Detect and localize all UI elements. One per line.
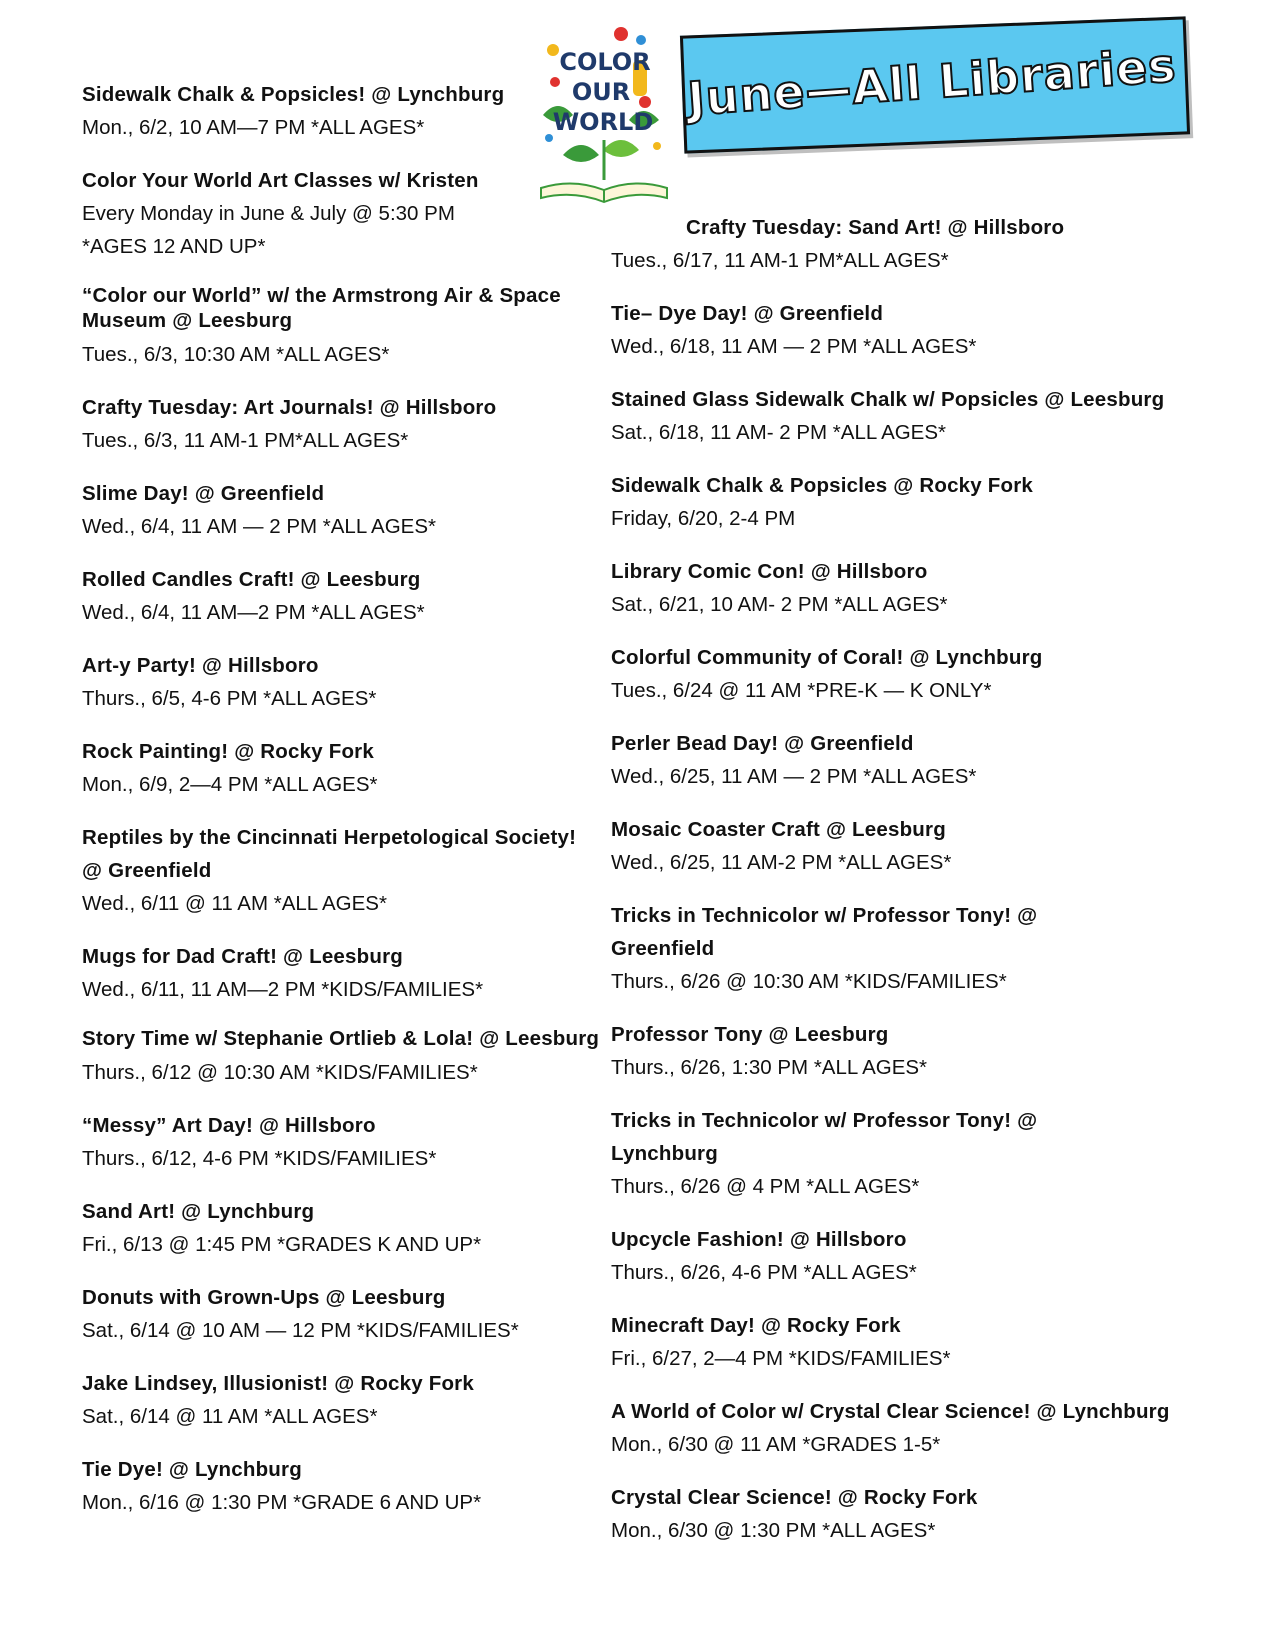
event-item [611, 1018, 1231, 1084]
event-details: Sat., 6/18, 11 AM- 2 PM *ALL AGES* [611, 421, 947, 444]
event-title: Library Comic Con! @ Hillsboro [611, 560, 928, 583]
event-details: Mon., 6/30 @ 11 AM *GRADES 1-5* [611, 1433, 941, 1456]
event-item [82, 1026, 602, 1089]
event-title: Stained Glass Sidewalk Chalk w/ Popsicles @ Leesburg [611, 388, 1165, 411]
event-details: Thurs., 6/26 @ 10:30 AM *KIDS/FAMILIES* [611, 970, 1007, 993]
month-banner [682, 26, 1188, 154]
event-details: Fri., 6/13 @ 1:45 PM *GRADES K AND UP* [82, 1233, 482, 1256]
event-details: Wed., 6/25, 11 AM — 2 PM *ALL AGES* [611, 765, 977, 788]
event-details: Sat., 6/14 @ 11 AM *ALL AGES* [82, 1405, 378, 1428]
event-details: Fri., 6/27, 2—4 PM *KIDS/FAMILIES* [611, 1347, 951, 1370]
event-details: Thurs., 6/26, 4-6 PM *ALL AGES* [611, 1261, 917, 1284]
event-title: “Messy” Art Day! @ Hillsboro [82, 1114, 376, 1137]
event-details: *AGES 12 AND UP* [82, 235, 266, 258]
event-details: Thurs., 6/26 @ 4 PM *ALL AGES* [611, 1175, 920, 1198]
event-title: Upcycle Fashion! @ Hillsboro [611, 1228, 907, 1251]
event-details: Friday, 6/20, 2-4 PM [611, 507, 796, 530]
event-title: Reptiles by the Cincinnati Herpetological Society! @ Greenfield [82, 826, 577, 882]
event-details: Wed., 6/11 @ 11 AM *ALL AGES* [82, 892, 387, 915]
event-item [82, 391, 602, 457]
banner-title: June—All Libraries [685, 37, 1179, 127]
event-item [611, 469, 1231, 535]
event-title: “Color our World” w/ the Armstrong Air & Space Museum @ Leesburg [82, 284, 561, 332]
event-details: Wed., 6/25, 11 AM-2 PM *ALL AGES* [611, 851, 952, 874]
event-details: Wed., 6/4, 11 AM — 2 PM *ALL AGES* [82, 515, 436, 538]
event-details: Mon., 6/30 @ 1:30 PM *ALL AGES* [611, 1519, 936, 1542]
event-details: Thurs., 6/26, 1:30 PM *ALL AGES* [611, 1056, 928, 1079]
event-item [82, 1281, 602, 1347]
event-item [611, 899, 1071, 998]
event-details: Thurs., 6/5, 4-6 PM *ALL AGES* [82, 687, 377, 710]
logo-line-2: OUR [571, 78, 631, 106]
event-title: Sidewalk Chalk & Popsicles @ Rocky Fork [611, 474, 1033, 497]
event-details: Tues., 6/3, 10:30 AM *ALL AGES* [82, 343, 390, 366]
event-details: Wed., 6/11, 11 AM—2 PM *KIDS/FAMILIES* [82, 978, 484, 1001]
event-title: Professor Tony @ Leesburg [611, 1023, 889, 1046]
event-title: Perler Bead Day! @ Greenfield [611, 732, 914, 755]
event-title: Mugs for Dad Craft! @ Leesburg [82, 945, 403, 968]
event-item [82, 649, 602, 715]
event-item [611, 813, 1231, 879]
event-details: Mon., 6/9, 2—4 PM *ALL AGES* [82, 773, 378, 796]
event-item [82, 735, 602, 801]
event-details: Wed., 6/18, 11 AM — 2 PM *ALL AGES* [611, 335, 977, 358]
event-item [611, 1104, 1071, 1203]
events-left-column [82, 78, 602, 1519]
event-title: Rock Painting! @ Rocky Fork [82, 740, 374, 763]
event-details: Mon., 6/2, 10 AM—7 PM *ALL AGES* [82, 116, 425, 139]
event-item [611, 383, 1231, 449]
event-title: Crafty Tuesday: Art Journals! @ Hillsboro [82, 396, 497, 419]
event-item [82, 1195, 602, 1261]
event-title: Tricks in Technicolor w/ Professor Tony! @ Greenfield [611, 904, 1038, 960]
logo-line-3: WORLD [552, 108, 654, 136]
event-details: Sat., 6/21, 10 AM- 2 PM *ALL AGES* [611, 593, 948, 616]
event-title: Color Your World Art Classes w/ Kristen [82, 169, 479, 192]
event-item [611, 1309, 1231, 1375]
event-title: Mosaic Coaster Craft @ Leesburg [611, 818, 946, 841]
event-title: Rolled Candles Craft! @ Leesburg [82, 568, 421, 591]
event-item [611, 555, 1231, 621]
event-item [82, 1453, 602, 1519]
event-details: Tues., 6/24 @ 11 AM *PRE-K — K ONLY* [611, 679, 992, 702]
event-item [82, 164, 602, 263]
event-item [611, 1395, 1231, 1461]
events-right-column [611, 211, 1231, 1547]
event-item [82, 821, 602, 920]
event-item [82, 477, 602, 543]
event-details: Wed., 6/4, 11 AM—2 PM *ALL AGES* [82, 601, 425, 624]
event-title: Sand Art! @ Lynchburg [82, 1200, 315, 1223]
event-title: Donuts with Grown-Ups @ Leesburg [82, 1286, 446, 1309]
event-details: Tues., 6/17, 11 AM-1 PM*ALL AGES* [611, 249, 949, 272]
event-item [82, 940, 602, 1006]
event-title: Story Time w/ Stephanie Ortlieb & Lola! @ Leesburg [82, 1027, 600, 1050]
event-title: Tie Dye! @ Lynchburg [82, 1458, 302, 1481]
event-item [82, 563, 602, 629]
event-title: Minecraft Day! @ Rocky Fork [611, 1314, 901, 1337]
event-item [611, 1223, 1231, 1289]
event-item [82, 78, 602, 144]
event-item [82, 1367, 602, 1433]
event-title: Sidewalk Chalk & Popsicles! @ Lynchburg [82, 83, 505, 106]
event-title: Art-y Party! @ Hillsboro [82, 654, 319, 677]
event-title: Colorful Community of Coral! @ Lynchburg [611, 646, 1043, 669]
event-details: Thurs., 6/12, 4-6 PM *KIDS/FAMILIES* [82, 1147, 437, 1170]
event-title: Jake Lindsey, Illusionist! @ Rocky Fork [82, 1372, 474, 1395]
event-title: Crystal Clear Science! @ Rocky Fork [611, 1486, 978, 1509]
event-title: A World of Color w/ Crystal Clear Science! @ Lynchburg [611, 1400, 1170, 1423]
event-item [611, 727, 1231, 793]
event-item [82, 1109, 602, 1175]
event-title: Tricks in Technicolor w/ Professor Tony! @ Lynchburg [611, 1109, 1038, 1165]
event-title: Crafty Tuesday: Sand Art! @ Hillsboro [686, 216, 1065, 239]
event-details: Sat., 6/14 @ 10 AM — 12 PM *KIDS/FAMILIES* [82, 1319, 519, 1342]
event-title: Tie– Dye Day! @ Greenfield [611, 302, 884, 325]
event-item [611, 297, 1231, 363]
event-details: Every Monday in June & July @ 5:30 PM [82, 202, 455, 225]
event-item [611, 641, 1231, 707]
logo-line-1: COLOR [559, 48, 651, 76]
event-item [611, 211, 1231, 277]
event-details: Mon., 6/16 @ 1:30 PM *GRADE 6 AND UP* [82, 1491, 482, 1514]
event-item [611, 1481, 1231, 1547]
event-details: Tues., 6/3, 11 AM-1 PM*ALL AGES* [82, 429, 409, 452]
event-details: Thurs., 6/12 @ 10:30 AM *KIDS/FAMILIES* [82, 1061, 478, 1084]
event-title: Slime Day! @ Greenfield [82, 482, 325, 505]
event-item [82, 283, 602, 371]
